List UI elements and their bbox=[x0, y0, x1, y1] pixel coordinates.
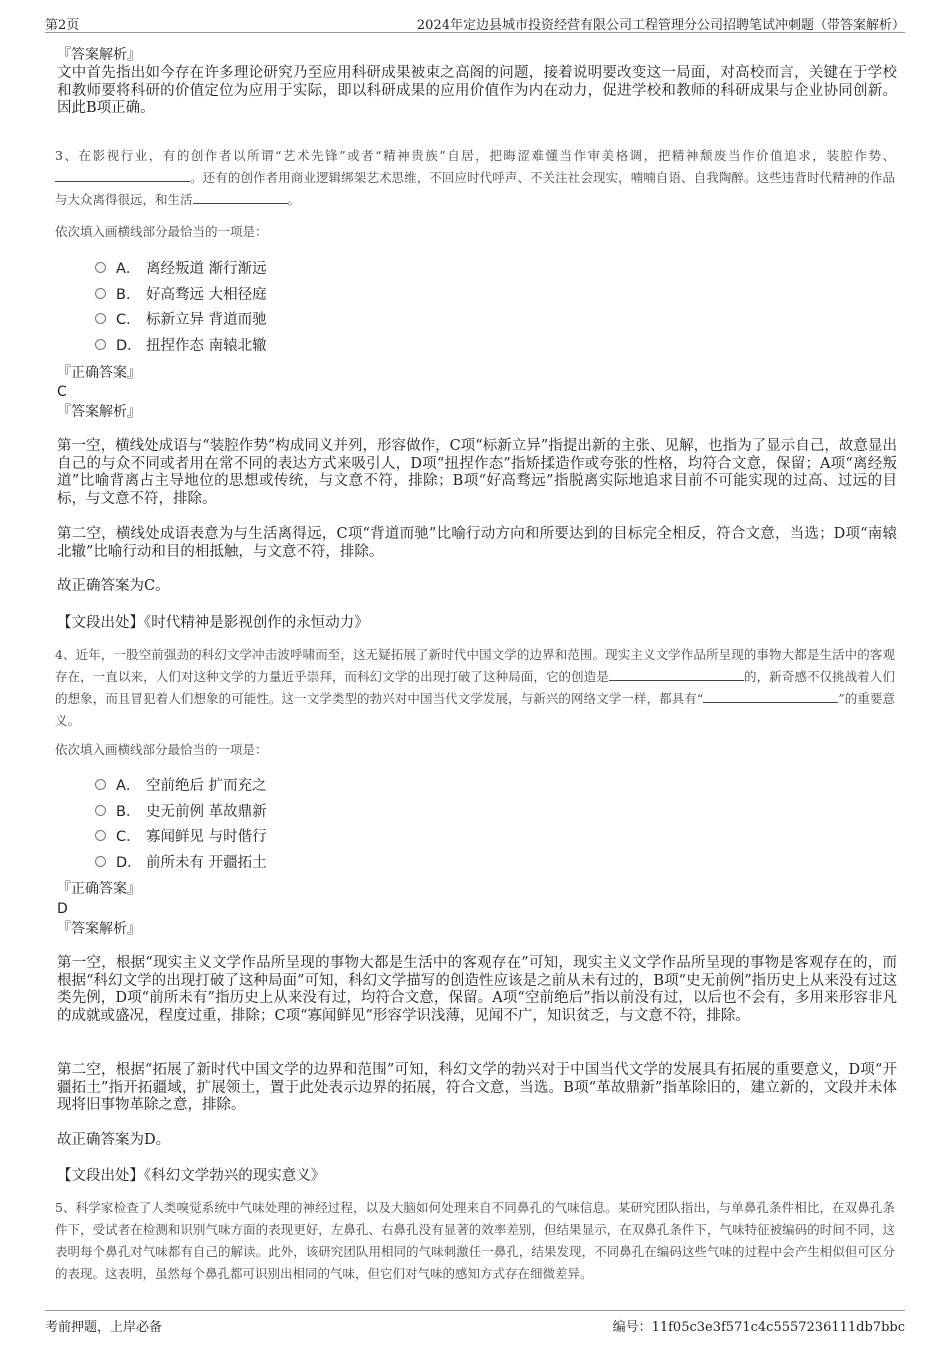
answer-label: 『正确答案』 bbox=[57, 881, 141, 897]
conclusion: 故正确答案为C。 bbox=[57, 578, 170, 594]
question-4-options bbox=[95, 772, 267, 874]
question-4-instruction: 依次填入画横线部分最恰当的一项是： bbox=[55, 742, 268, 757]
answer-value: C bbox=[57, 384, 67, 400]
option-c[interactable]: C． 寡闻鲜见 与时偕行 bbox=[95, 823, 267, 849]
radio-icon[interactable] bbox=[95, 339, 106, 350]
source-line: 【文段出处】《时代精神是影视创作的永恒动力》 bbox=[57, 615, 369, 631]
question-4-stem: 4、近年，一股空前强劲的科幻文学冲击波呼啸而至，这无疑拓展了新时代中国文学的边界和范围。现实主义文学作品所呈现的事物大都是生活中的客观存在，一直以来，人们对这种文学的力量近乎崇拜，而科幻文学的出现打破了这种局面，它的创造是 的，新奇感不仅挑战着人们的想象，而且冒犯着人们想象的可能性。这一文学类型的勃兴对中国当代文学发展，与新兴的网络文学一样，都具有“ ”的重要意义。 bbox=[55, 647, 895, 728]
analysis-paragraph-2: 第二空，横线处成语表意为与生活离得远，C项“背道而驰”比喻行动方向和所要达到的目标完全相反，符合文意，当选；D项“南辕北辙”比喻行动和目的相抵触，与文意不符，排除。 bbox=[57, 526, 897, 560]
analysis-label-top: 『答案解析』 bbox=[57, 47, 141, 63]
option-b[interactable]: B． 好高骛远 大相径庭 bbox=[95, 281, 267, 307]
footer-slogan: 考前押题，上岸必备 bbox=[45, 1320, 163, 1335]
radio-icon[interactable] bbox=[95, 856, 106, 867]
page-number: 第2页 bbox=[45, 18, 80, 33]
question-3-stem: 3、在影视行业，有的创作者以所谓“艺术先锋”或者“精神贵族”自居，把晦涩难懂当作审美格调，把精神颓废当作价值追求，装腔作势、。还有的创作者用商业逻辑绑架艺术思维，不回应时代呼声、不关注社会现实，喃喃自语、自我陶醉。这些违背时代精神的作品与大众离得很远，和生活 。 bbox=[55, 148, 895, 207]
radio-icon[interactable] bbox=[95, 830, 106, 841]
answer-label: 『正确答案』 bbox=[57, 365, 141, 381]
option-c[interactable]: C． 标新立异 背道而驰 bbox=[95, 306, 267, 332]
radio-icon[interactable] bbox=[95, 313, 106, 324]
question-5-stem: 5、科学家检查了人类嗅觉系统中气味处理的神经过程，以及大脑如何处理来自不同鼻孔的气味信息。某研究团队指出，与单鼻孔条件相比，在双鼻孔条件下，受试者在检测和识别气味方面的表现更好，左鼻孔、右鼻孔没有显著的效率差别，但结果显示，在双鼻孔条件下，气味特征被编码的时间不同，这表明每个鼻孔对气味都有自己的解读。此外，该研究团队用相同的气味刺激任一鼻孔，结果发现，不同鼻孔在编码这些气味的过程中会产生相似但可区分的表现。这表明，虽然每个鼻孔都可识别出相同的气味，但它们对气味的感知方式存在细微差异。 bbox=[55, 1200, 895, 1281]
page-header bbox=[45, 12, 905, 33]
blank-line bbox=[55, 169, 190, 182]
conclusion: 故正确答案为D。 bbox=[57, 1132, 171, 1148]
option-b[interactable]: B． 史无前例 革故鼎新 bbox=[95, 798, 267, 824]
blank-line bbox=[193, 191, 288, 204]
option-a[interactable]: A． 离经叛道 渐行渐远 bbox=[95, 255, 267, 281]
blank-line bbox=[609, 668, 744, 681]
analysis-paragraph-1: 第一空，根据“现实主义文学作品所呈现的事物大都是生活中的客观存在”可知，现实主义文学作品所呈现的事物是客观存在的，而根据“科幻文学的出现打破了这种局面”可知，科幻文学描写的创造性应该是之前从未有过的，B项“史无前例”指历史上从来没有过这类先例，D项“前所未有”指历史上从来没有过，均符合文意，保留。A项“空前绝后”指以前没有过，以后也不会有，多用来形容非凡的成就或盛况，程度过重，排除；C项“寡闻鲜见”形容学识浅薄，见闻不广，知识贫乏，与文意不符，排除。 bbox=[57, 955, 897, 1024]
analysis-label: 『答案解析』 bbox=[57, 921, 141, 937]
question-3-options bbox=[95, 255, 267, 357]
analysis-text-top: 文中首先指出如今存在许多理论研究乃至应用科研成果被束之高阁的问题，接着说明要改变这一局面，对高校而言，关键在于学校和教师要将科研的价值定位为应用于实际，即以科研成果的应用价值作为内在动力，促进学校和教师的科研成果与企业协同创新。因此B项正确。 bbox=[57, 65, 897, 116]
document-title: 2024年定边县城市投资经营有限公司工程管理分公司招聘笔试冲刺题（带答案解析） bbox=[416, 18, 905, 33]
analysis-paragraph-2: 第二空，根据“拓展了新时代中国文学的边界和范围”可知，科幻文学的勃兴对于中国当代文学的发展具有拓展的重要意义，D项“开疆拓土”指开拓疆域，扩展领土，置于此处表示边界的拓展，符合文意，当选。B项“革故鼎新”指革除旧的，建立新的，文段并未体现将旧事物革除之意，排除。 bbox=[57, 1062, 897, 1113]
blank-line bbox=[703, 690, 838, 703]
footer-serial: 编号：11f05c3e3f571c4c5557236111db7bbc bbox=[612, 1320, 905, 1335]
option-a[interactable]: A． 空前绝后 扩而充之 bbox=[95, 772, 267, 798]
answer-value: D bbox=[57, 901, 68, 917]
source-line: 【文段出处】《科幻文学勃兴的现实意义》 bbox=[57, 1168, 326, 1184]
question-3-instruction: 依次填入画横线部分最恰当的一项是： bbox=[55, 224, 268, 239]
radio-icon[interactable] bbox=[95, 779, 106, 790]
radio-icon[interactable] bbox=[95, 805, 106, 816]
page-footer bbox=[45, 1310, 905, 1333]
radio-icon[interactable] bbox=[95, 288, 106, 299]
radio-icon[interactable] bbox=[95, 262, 106, 273]
analysis-paragraph-1: 第一空，横线处成语与“装腔作势”构成同义并列，形容做作，C项“标新立异”指提出新的主张、见解，也指为了显示自己，故意显出自己的与众不同或者用在常不同的表达方式来吸引人，D项“扭捏作态”指矫揉造作或夸张的性格，均符合文意，保留；A项“离经叛道”比喻背离占主导地位的思想或传统，与文意不符，排除；B项“好高骛远”指脱离实际地追求目前不可能实现的过高、过远的目标，与文意不符，排除。 bbox=[57, 438, 897, 507]
option-d[interactable]: D． 前所未有 开疆拓土 bbox=[95, 849, 267, 875]
option-d[interactable]: D． 扭捏作态 南辕北辙 bbox=[95, 332, 267, 358]
analysis-label: 『答案解析』 bbox=[57, 404, 141, 420]
